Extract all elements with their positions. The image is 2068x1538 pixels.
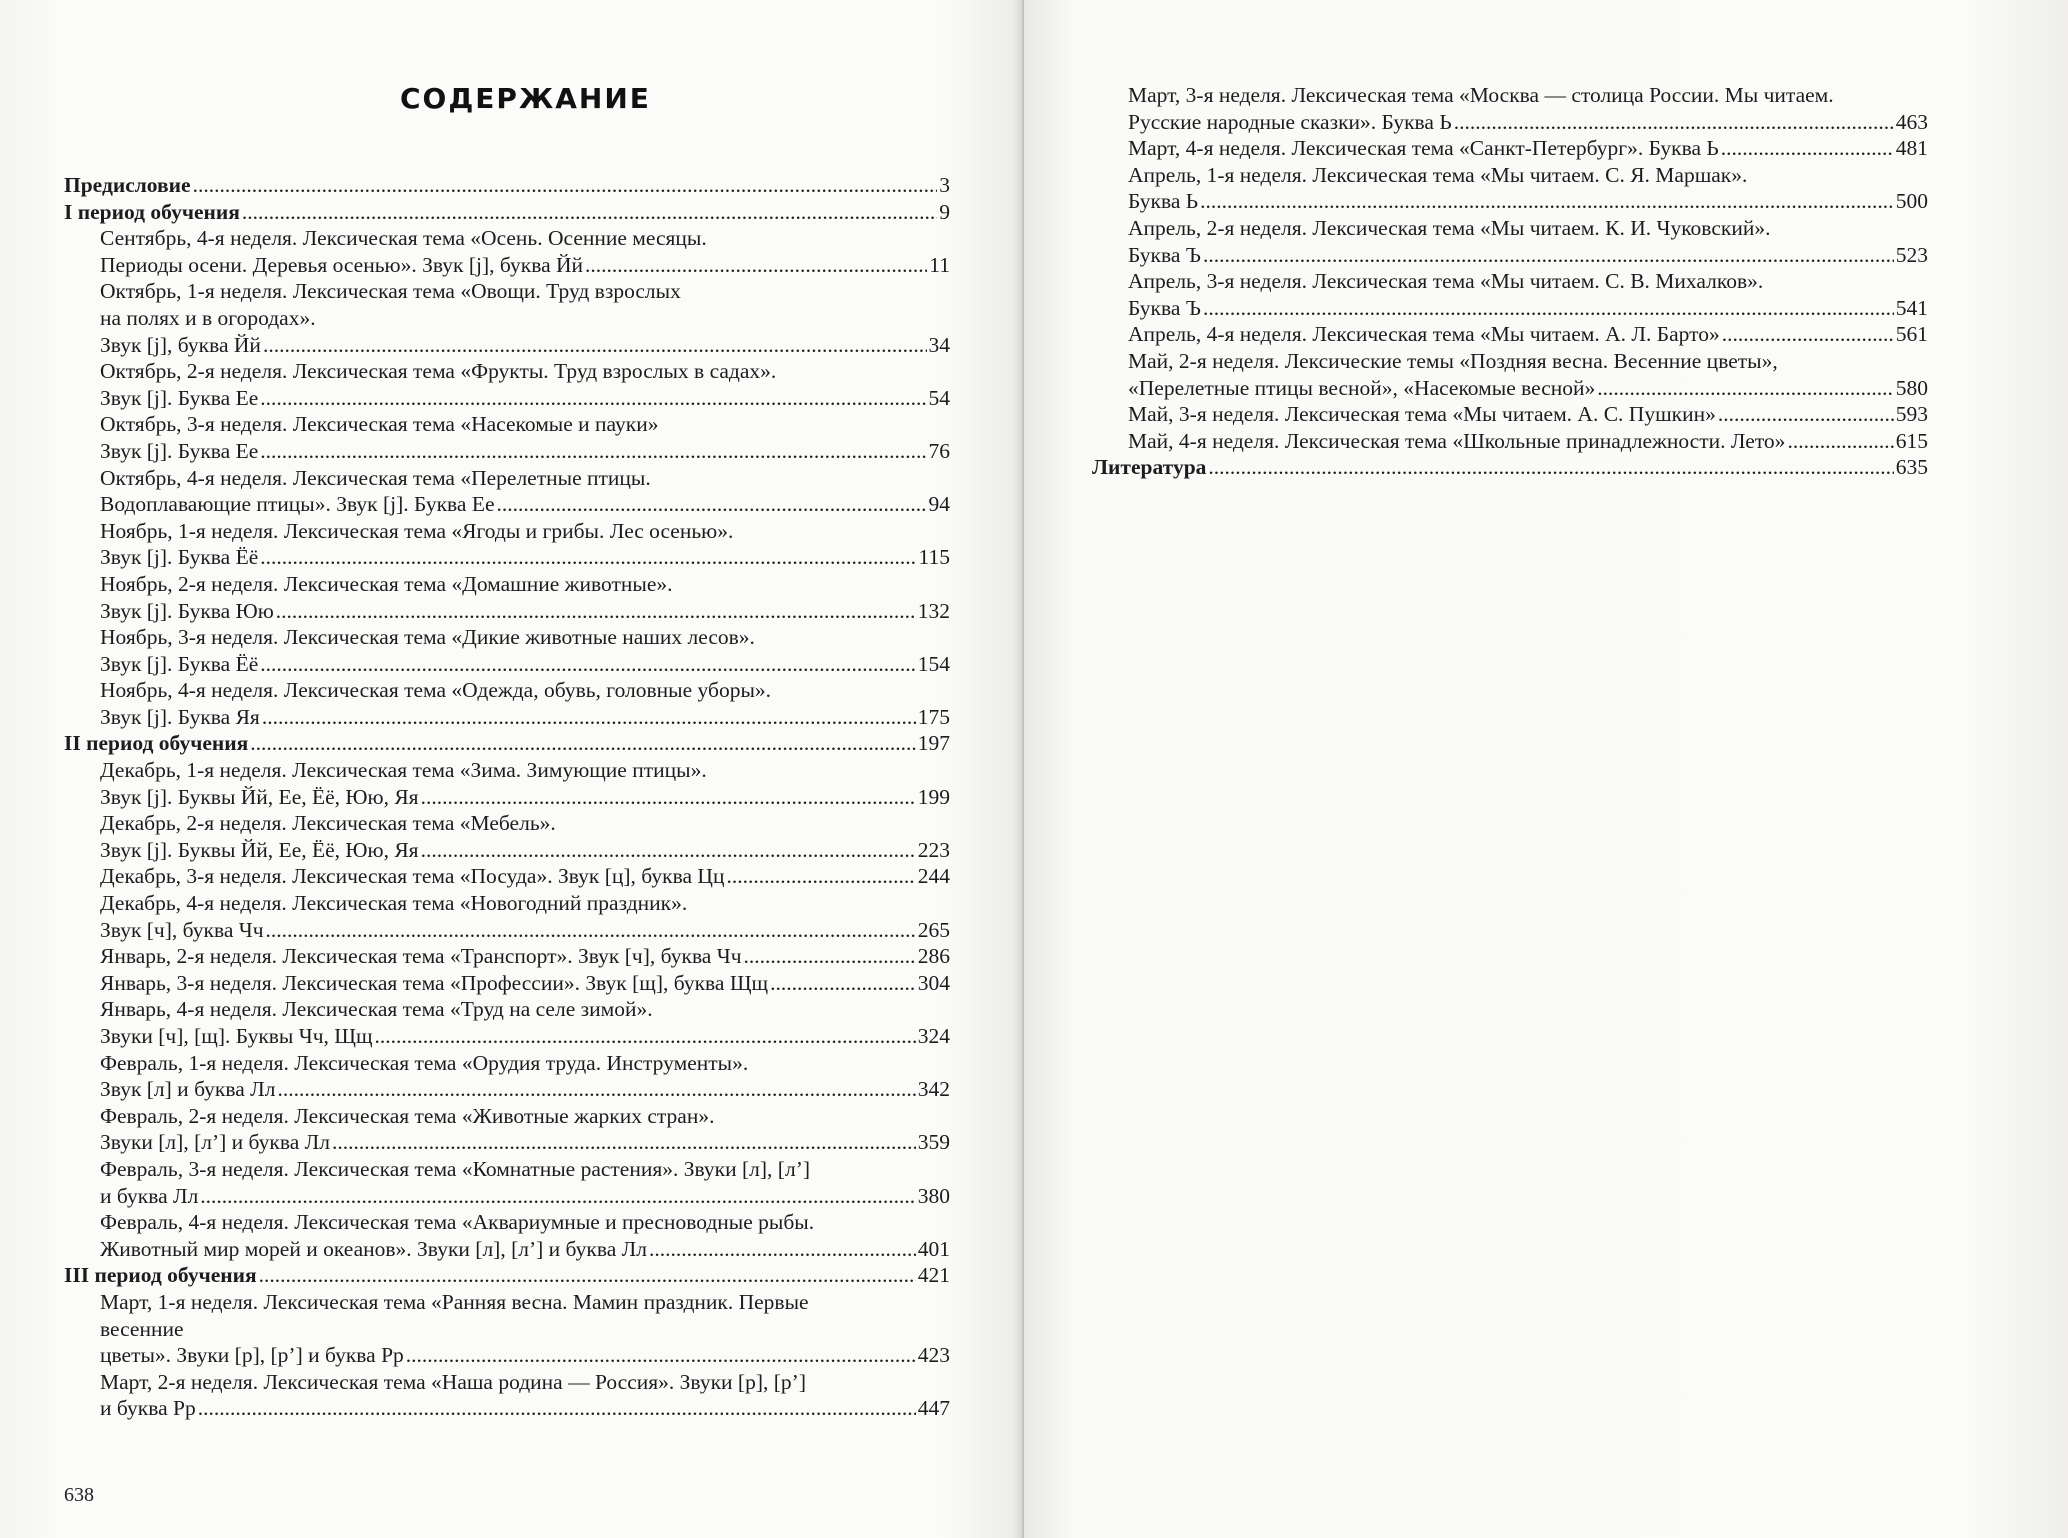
toc-page-number: 132 — [917, 598, 950, 623]
toc-line-text: Декабрь, 1-я неделя. Лексическая тема «Зима. Зимующие птицы». — [100, 758, 707, 783]
toc-line — [100, 491, 950, 518]
toc-leader-dots — [375, 1023, 916, 1050]
toc-line-text: Февраль, 2-я неделя. Лексическая тема «Животные жарких стран». — [100, 1103, 715, 1128]
toc-page-number: 76 — [928, 438, 950, 463]
toc-leader-dots — [1718, 401, 1894, 428]
toc-line-text: на полях и в огородах». — [100, 305, 316, 330]
toc-page-number: 223 — [917, 837, 950, 862]
toc-page-number: 9 — [939, 199, 950, 224]
toc-line — [100, 943, 950, 970]
toc-line — [1128, 375, 1928, 402]
toc-entry — [64, 624, 950, 677]
toc-leader-dots — [276, 598, 916, 625]
toc-line — [100, 305, 950, 332]
toc-page-number: 481 — [1895, 136, 1928, 161]
toc-line — [100, 970, 950, 997]
toc-left-column — [64, 172, 950, 1422]
toc-line-text: Водоплавающие птицы». Звук [j]. Буква Ее — [100, 492, 495, 517]
toc-page-number: 197 — [917, 731, 950, 756]
toc-leader-dots — [649, 1236, 916, 1263]
toc-line — [100, 624, 950, 651]
toc-entry — [1092, 135, 1928, 162]
toc-line-text: Звук [j]. Буква Ее — [100, 438, 259, 463]
toc-line-text: Декабрь, 3-я неделя. Лексическая тема «Посуда». Звук [ц], буква Цц — [100, 864, 725, 889]
toc-line — [100, 1103, 950, 1130]
toc-page-number: 265 — [917, 917, 950, 942]
toc-line-text: Январь, 2-я неделя. Лексическая тема «Транспорт». Звук [ч], буква Чч — [100, 944, 742, 969]
toc-line — [100, 252, 950, 279]
toc-line — [100, 278, 950, 305]
toc-page-number: 447 — [917, 1396, 950, 1421]
toc-line — [100, 1076, 950, 1103]
toc-line — [100, 518, 950, 545]
toc-entry — [64, 863, 950, 890]
toc-line-text: Звуки [л], [л’] и буква Лл — [100, 1130, 330, 1155]
toc-line — [100, 863, 950, 890]
toc-line — [100, 784, 950, 811]
toc-page-number: 324 — [917, 1024, 950, 1048]
toc-line — [1128, 401, 1928, 428]
toc-line — [100, 411, 950, 438]
right-page — [1024, 0, 2068, 1538]
toc-line — [100, 810, 950, 837]
toc-line-text: и буква Лл — [100, 1183, 199, 1208]
toc-line-text: цветы». Звуки [р], [р’] и буква Рр — [100, 1343, 404, 1368]
toc-line-text: Октябрь, 1-я неделя. Лексическая тема «Овощи. Труд взрослых — [100, 279, 681, 304]
toc-line — [1128, 109, 1928, 136]
toc-entry — [64, 465, 950, 518]
toc-page-number: 401 — [917, 1236, 950, 1261]
toc-line-text: Ноябрь, 4-я неделя. Лексическая тема «Одежда, обувь, головные уборы». — [100, 678, 772, 703]
toc-entry — [64, 943, 950, 970]
toc-line-text: Март, 3-я неделя. Лексическая тема «Москва — столица России. Мы читаем. — [1128, 83, 1834, 107]
toc-line — [100, 890, 950, 917]
toc-right-column — [1092, 82, 1928, 481]
toc-page-number: 523 — [1895, 242, 1928, 267]
toc-entry — [1092, 268, 1928, 321]
toc-line-text: Звук [j]. Буква Ёё — [100, 651, 259, 676]
toc-leader-dots — [1203, 242, 1894, 269]
toc-line-text: Апрель, 2-я неделя. Лексическая тема «Мы читаем. К. И. Чуковский». — [1128, 215, 1771, 240]
toc-line-text: Звук [j]. Буква Яя — [100, 704, 260, 729]
toc-leader-dots — [1722, 321, 1894, 348]
toc-line — [1128, 135, 1928, 162]
toc-line — [1092, 454, 1928, 481]
toc-line — [100, 996, 950, 1023]
toc-line — [100, 1342, 950, 1369]
toc-page-number: 500 — [1895, 189, 1928, 214]
toc-line — [100, 1369, 950, 1396]
toc-section — [64, 172, 950, 199]
toc-line-text: Октябрь, 2-я неделя. Лексическая тема «Фрукты. Труд взрослых в садах». — [100, 359, 777, 384]
toc-line — [1128, 348, 1928, 375]
toc-page-number: 380 — [917, 1183, 950, 1208]
toc-line-text: Май, 2-я неделя. Лексические темы «Поздняя весна. Весенние цветы», — [1128, 348, 1778, 373]
toc-leader-dots — [262, 704, 916, 731]
toc-line-text: Буква Ъ — [1128, 242, 1201, 267]
toc-line-text: Звук [л] и буква Лл — [100, 1077, 276, 1102]
toc-entry — [1092, 82, 1928, 135]
toc-line-text: Звук [j]. Буквы Йй, Ее, Ёё, Юю, Яя — [100, 837, 419, 862]
toc-line — [1128, 82, 1928, 109]
toc-entry — [64, 890, 950, 943]
toc-line — [100, 1129, 950, 1156]
toc-line — [1128, 428, 1928, 455]
toc-line-text: Периоды осени. Деревья осенью». Звук [j], буква Йй — [100, 252, 584, 277]
toc-line — [1128, 268, 1928, 295]
toc-page-number: 580 — [1895, 375, 1928, 400]
toc-line — [100, 1395, 950, 1422]
toc-entry — [64, 278, 950, 358]
toc-line — [100, 1236, 950, 1263]
toc-line — [100, 917, 950, 944]
toc-line — [100, 358, 950, 385]
toc-leader-dots — [1203, 295, 1894, 322]
toc-line — [100, 225, 950, 252]
toc-line — [100, 544, 950, 571]
toc-entry — [1092, 321, 1928, 348]
toc-leader-dots — [406, 1342, 916, 1369]
toc-line — [100, 438, 950, 465]
toc-entry — [64, 1369, 950, 1422]
toc-leader-dots — [332, 1129, 916, 1156]
toc-section — [64, 199, 950, 226]
toc-page-number: 94 — [928, 492, 950, 517]
toc-leader-dots — [260, 651, 915, 678]
toc-page-number: 304 — [917, 970, 950, 995]
toc-leader-dots — [263, 332, 927, 359]
page-title: СОДЕРЖАНИЕ — [400, 82, 651, 115]
toc-page-number: 54 — [928, 385, 950, 410]
toc-line-text: Животный мир морей и океанов». Звуки [л], [л’] и буква Лл — [100, 1236, 647, 1261]
toc-line-text: Октябрь, 4-я неделя. Лексическая тема «Перелетные птицы. — [100, 465, 651, 490]
toc-line-text: Ноябрь, 3-я неделя. Лексическая тема «Дикие животные наших лесов». — [100, 625, 755, 650]
toc-page-number: 3 — [939, 173, 950, 197]
toc-line-text: Октябрь, 3-я неделя. Лексическая тема «Насекомые и пауки» — [100, 412, 659, 437]
toc-page-number: 11 — [929, 252, 950, 277]
toc-line — [100, 651, 950, 678]
toc-line-text: Звук [j], буква Йй — [100, 332, 261, 357]
toc-line — [100, 1209, 950, 1236]
toc-page-number: 342 — [917, 1077, 950, 1102]
toc-entry — [64, 970, 950, 997]
toc-page-number: 635 — [1895, 455, 1928, 480]
toc-line-text: Апрель, 1-я неделя. Лексическая тема «Мы читаем. С. Я. Маршак». — [1128, 162, 1748, 187]
left-page — [0, 0, 1022, 1538]
toc-line — [100, 598, 950, 625]
toc-entry — [1092, 401, 1928, 428]
toc-page-number: 593 — [1895, 402, 1928, 427]
toc-line — [100, 1183, 950, 1210]
toc-line — [1128, 162, 1928, 189]
toc-page-number: 423 — [917, 1343, 950, 1368]
toc-page-number: 286 — [917, 944, 950, 969]
toc-line-text: Литература — [1092, 455, 1207, 480]
toc-page-number: 199 — [917, 784, 950, 809]
toc-leader-dots — [1200, 188, 1894, 215]
toc-line-text: Декабрь, 4-я неделя. Лексическая тема «Новогодний праздник». — [100, 891, 688, 916]
toc-entry — [64, 677, 950, 730]
toc-leader-dots — [242, 199, 937, 226]
toc-page-number: 615 — [1895, 428, 1928, 453]
toc-line — [100, 704, 950, 731]
toc-line-text: и буква Рр — [100, 1396, 196, 1421]
toc-page-number: 154 — [917, 651, 950, 676]
toc-line-text: Март, 4-я неделя. Лексическая тема «Санкт-Петербург». Буква Ь — [1128, 136, 1719, 161]
toc-line-text: Декабрь, 2-я неделя. Лексическая тема «Мебель». — [100, 811, 556, 836]
toc-leader-dots — [193, 172, 938, 199]
toc-entry — [64, 411, 950, 464]
toc-entry — [1092, 215, 1928, 268]
toc-entry — [1092, 162, 1928, 215]
toc-leader-dots — [726, 863, 915, 890]
toc-line-text: Март, 1-я неделя. Лексическая тема «Ранняя весна. Мамин праздник. Первые — [100, 1289, 809, 1314]
toc-line-text: Май, 4-я неделя. Лексическая тема «Школьные принадлежности. Лето» — [1128, 428, 1786, 453]
toc-entry — [64, 757, 950, 810]
toc-line — [100, 1316, 950, 1343]
toc-page-number: 244 — [917, 864, 950, 889]
toc-entry — [64, 571, 950, 624]
toc-line-text: Ноябрь, 1-я неделя. Лексическая тема «Ягоды и грибы. Лес осенью». — [100, 518, 734, 543]
toc-line-text: Ноябрь, 2-я неделя. Лексическая тема «Домашние животные». — [100, 571, 673, 596]
toc-line-text: Буква Ь — [1128, 189, 1199, 214]
toc-section — [64, 730, 950, 757]
toc-page-number: 561 — [1895, 322, 1928, 347]
toc-leader-dots — [1721, 135, 1894, 162]
toc-leader-dots — [1454, 109, 1894, 136]
toc-entry — [64, 518, 950, 571]
toc-line-text: II период обучения — [64, 731, 249, 756]
toc-leader-dots — [421, 837, 916, 864]
toc-line-text: Февраль, 1-я неделя. Лексическая тема «Орудия труда. Инструменты». — [100, 1050, 749, 1075]
toc-leader-dots — [250, 730, 915, 757]
toc-line-text: Предисловие — [64, 173, 191, 197]
toc-page-number: 34 — [928, 332, 950, 357]
toc-entry — [64, 810, 950, 863]
toc-line-text: Звук [j]. Буквы Йй, Ее, Ёё, Юю, Яя — [100, 784, 419, 809]
toc-line — [100, 837, 950, 864]
toc-line — [1128, 321, 1928, 348]
toc-leader-dots — [260, 385, 926, 412]
toc-entry — [64, 1209, 950, 1262]
toc-line — [100, 1156, 950, 1183]
toc-line — [100, 1289, 950, 1316]
toc-line — [100, 465, 950, 492]
toc-leader-dots — [266, 917, 916, 944]
toc-line-text: Звуки [ч], [щ]. Буквы Чч, Щщ — [100, 1024, 373, 1048]
toc-line-text: Апрель, 3-я неделя. Лексическая тема «Мы читаем. С. В. Михалков». — [1128, 269, 1764, 294]
toc-entry — [64, 1103, 950, 1156]
toc-line — [64, 730, 950, 757]
toc-entry — [64, 1289, 950, 1369]
toc-entry — [1092, 428, 1928, 455]
toc-page-number: 463 — [1895, 109, 1928, 134]
toc-entry — [64, 225, 950, 278]
toc-line-text: Апрель, 4-я неделя. Лексическая тема «Мы читаем. А. Л. Барто» — [1128, 322, 1720, 347]
toc-line — [100, 1050, 950, 1077]
toc-section — [1092, 454, 1928, 481]
toc-line — [100, 677, 950, 704]
toc-line-text: Звук [j]. Буква Ее — [100, 385, 259, 410]
toc-line-text: «Перелетные птицы весной», «Насекомые весной» — [1128, 375, 1596, 400]
page-number: 638 — [64, 1484, 94, 1506]
toc-entry — [64, 1156, 950, 1209]
toc-leader-dots — [260, 438, 926, 465]
toc-line — [1128, 215, 1928, 242]
toc-leader-dots — [1597, 375, 1893, 402]
toc-line — [100, 757, 950, 784]
toc-entry — [64, 1050, 950, 1103]
toc-line-text: Буква Ъ — [1128, 295, 1201, 320]
toc-leader-dots — [421, 784, 916, 811]
toc-page-number: 359 — [917, 1130, 950, 1155]
toc-leader-dots — [585, 252, 927, 279]
toc-line-text: Март, 2-я неделя. Лексическая тема «Наша родина — Россия». Звуки [р], [р’] — [100, 1369, 806, 1394]
toc-line — [64, 1262, 950, 1289]
toc-entry — [1092, 348, 1928, 401]
toc-line — [1128, 188, 1928, 215]
toc-line — [64, 172, 950, 199]
toc-line-text: Звук [j]. Буква Ёё — [100, 545, 259, 570]
toc-line-text: Сентябрь, 4-я неделя. Лексическая тема «Осень. Осенние месяцы. — [100, 226, 707, 251]
toc-line — [1128, 242, 1928, 269]
toc-line-text: I период обучения — [64, 199, 240, 224]
toc-line — [64, 199, 950, 226]
toc-section — [64, 1262, 950, 1289]
toc-leader-dots — [1208, 454, 1893, 481]
toc-leader-dots — [744, 943, 916, 970]
toc-line — [1128, 295, 1928, 322]
toc-page-number: 541 — [1895, 295, 1928, 320]
toc-line-text: Февраль, 3-я неделя. Лексическая тема «Комнатные растения». Звуки [л], [л’] — [100, 1156, 811, 1181]
toc-line-text: III период обучения — [64, 1263, 257, 1288]
toc-leader-dots — [259, 1262, 916, 1289]
toc-leader-dots — [770, 970, 916, 997]
toc-leader-dots — [200, 1183, 915, 1210]
toc-page-number: 115 — [918, 545, 950, 570]
toc-leader-dots — [1787, 428, 1893, 455]
toc-leader-dots — [198, 1395, 916, 1422]
toc-entry — [64, 996, 950, 1049]
toc-line-text: Звук [ч], буква Чч — [100, 917, 264, 942]
toc-leader-dots — [260, 544, 916, 571]
toc-line-text: Русские народные сказки». Буква Ь — [1128, 109, 1452, 134]
toc-line — [100, 332, 950, 359]
toc-line-text: Январь, 4-я неделя. Лексическая тема «Труд на селе зимой». — [100, 997, 653, 1022]
toc-line-text: Январь, 3-я неделя. Лексическая тема «Профессии». Звук [щ], буква Щщ — [100, 970, 769, 995]
toc-line — [100, 571, 950, 598]
toc-line — [100, 385, 950, 412]
toc-leader-dots — [497, 491, 927, 518]
toc-page-number: 421 — [917, 1263, 950, 1288]
toc-line-text: Май, 3-я неделя. Лексическая тема «Мы читаем. А. С. Пушкин» — [1128, 402, 1716, 427]
toc-entry — [64, 358, 950, 411]
toc-line-text: Февраль, 4-я неделя. Лексическая тема «Аквариумные и пресноводные рыбы. — [100, 1210, 815, 1235]
toc-leader-dots — [277, 1076, 915, 1103]
toc-page-number: 175 — [917, 704, 950, 729]
toc-line-text: весенние — [100, 1316, 184, 1341]
toc-line — [100, 1023, 950, 1050]
toc-line-text: Звук [j]. Буква Юю — [100, 598, 274, 623]
